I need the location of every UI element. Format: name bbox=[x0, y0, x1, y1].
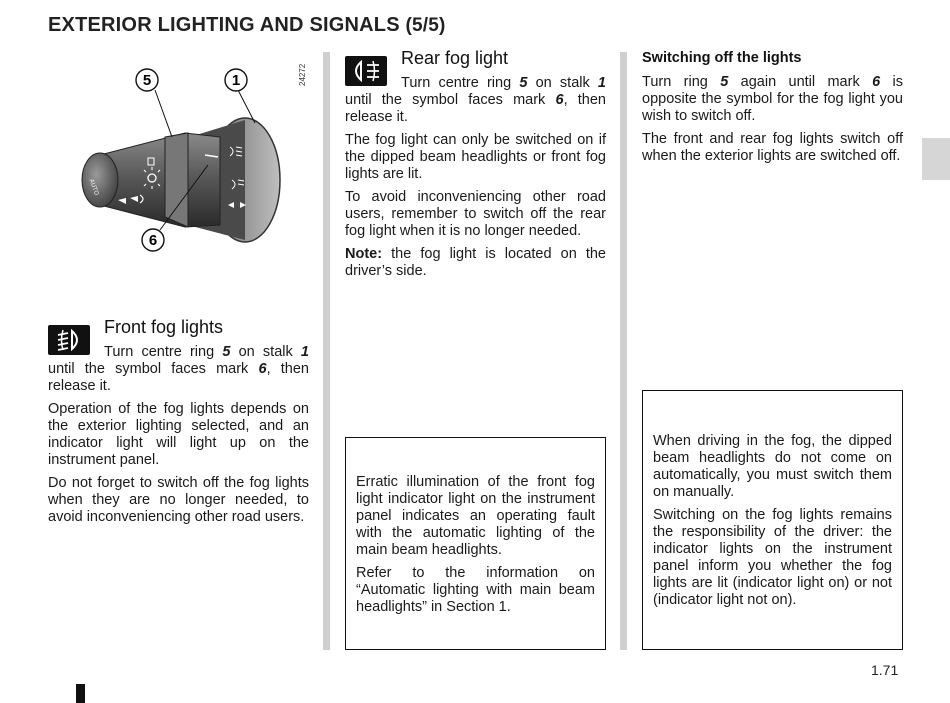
page-title-part: (5/5) bbox=[405, 15, 446, 36]
rear-fog-para-3: To avoid inconveniencing other road users, remember to switch off the rear fog light when it is no longer needed. bbox=[345, 189, 606, 239]
note-label: Note: bbox=[345, 246, 383, 262]
rear-fog-para-2: The fog light can only be switched on if the dipped beam headlights or front fog lights are lit. bbox=[345, 132, 606, 182]
fault-box-para-1: Erratic illumination of the front fog light indicator light on the instrument panel indicates an operating fault with the automatic lighting of the main beam headlights. bbox=[356, 474, 595, 558]
rear-fog-note: Note: the fog light is located on the driver’s side. bbox=[345, 246, 606, 279]
stalk-illustration bbox=[60, 55, 320, 255]
switch-off-text bbox=[642, 74, 903, 171]
section-tab bbox=[922, 138, 950, 180]
fault-box-para-2: Refer to the information on “Automatic lighting with main beam headlights” in Section 1. bbox=[356, 565, 595, 615]
rear-fog-text bbox=[345, 75, 606, 286]
stalk-auto-label: AUTO bbox=[87, 178, 100, 197]
fog-driving-box bbox=[642, 390, 903, 650]
front-fog-text bbox=[48, 344, 309, 532]
callout-6: 6 bbox=[148, 232, 158, 249]
page-marker bbox=[76, 684, 85, 703]
fault-info-box bbox=[345, 437, 606, 650]
fog-box-para-1: When driving in the fog, the dipped beam headlights do not come on automatically, you must switch them on manually. bbox=[653, 433, 892, 500]
switch-off-heading: Switching off the lights bbox=[642, 50, 802, 66]
rear-fog-para-1: Turn centre ring 5 on stalk 1 until the symbol faces mark 6, then release it. bbox=[345, 75, 606, 125]
front-fog-para-3: Do not forget to switch off the fog lights when they are no longer needed, to avoid inconveniencing other road users. bbox=[48, 475, 309, 525]
callout-5: 5 bbox=[142, 72, 152, 89]
front-fog-para-1: Turn centre ring 5 on stalk 1 until the symbol faces mark 6, then release it. bbox=[48, 344, 309, 394]
fog-box-para-2: Switching on the fog lights remains the responsibility of the driver: the indicator lights on the instrument panel inform you whether the fog lights are lit (indicator light on) or not (indicator light not on). bbox=[653, 507, 892, 608]
column-divider-right bbox=[620, 52, 627, 650]
page-title-main: EXTERIOR LIGHTING AND SIGNALS bbox=[48, 14, 400, 36]
stalk-figure bbox=[60, 55, 320, 255]
front-fog-para-2: Operation of the fog lights depends on the exterior lighting selected, and an indicator light will light up on the instrument panel. bbox=[48, 401, 309, 468]
switch-off-para-1: Turn ring 5 again until mark 6 is opposite the symbol for the fog light you wish to switch off. bbox=[642, 74, 903, 124]
switch-off-para-2: The front and rear fog lights switch off when the exterior lights are switched off. bbox=[642, 131, 903, 164]
page-title bbox=[48, 14, 446, 37]
front-fog-heading: Front fog lights bbox=[104, 317, 224, 337]
column-divider-left bbox=[323, 52, 330, 650]
callout-1: 1 bbox=[231, 72, 241, 89]
page-number: 1.71 bbox=[871, 662, 899, 678]
figure-code: 24272 bbox=[298, 63, 307, 86]
rear-fog-heading: Rear fog light bbox=[401, 48, 509, 68]
